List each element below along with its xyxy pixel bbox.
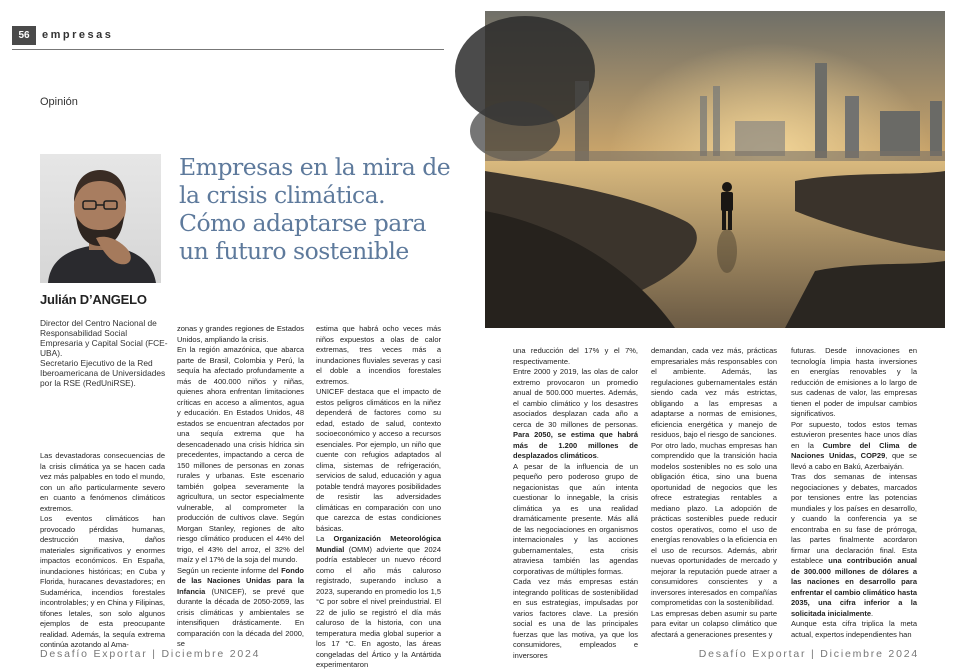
article-text: una reducción del 17% y el 7%, respectivamente. Entre 2000 y 2019, las olas de calor extremo provocaron un promedio anual de 500.000 muertes. Además, el cambio climático y los desastres asociados desplazan cada año a cerca de 30 millones de personas. [513, 346, 638, 429]
article-text: . A pesar de la influencia de un pequeño pero poderoso grupo de negacionistas que aún intenta cuestionar lo innegable, la crisis climática ya es una realidad dramáticamente presente. Más allá de las negociaciones en organismos internacionales y las acciones gubernamentales, esta crisis atraviesa también las agendas corporativas de múltiples formas. Cada vez más empresas están integrando políticas de sostenibilidad en sus estrategias, impulsadas por varios factores clave. La presión social es una de las principales fuerzas que las motiva, ya que los consumidores, empleados e inversores [513, 451, 638, 660]
page-number: 56 [12, 26, 36, 45]
article-column-1: Las devastadoras consecuencias de la crisis climática ya se hacen cada vez más palpables en todo el mundo, con un año particularmente severo en cuanto a fenómenos climáticos extremos. Los eventos climáticos han provocado pérdidas humanas, destrucción masiva, daños materiales significativos y enormes impactos económicos. En España, inundaciones históricas; en Cuba y Florida, huracanes devastadores; en Sudamérica, incendios forestales incontrolables; y en China y Filipinas, tifones letales, son solo algunos ejemplos de esta preocupante realidad. Además, la sequía extrema continúa azotando al Ama- [40, 451, 165, 649]
article-column-6 [791, 346, 918, 639]
article-text: (UNICEF), se prevé que durante la década de 2050-2059, las crisis climáticas y ambientales se intensifiquen drásticamente. En comparación con la década del 2000, se [177, 586, 304, 648]
article-highlight: una contribución anual de 300.000 millones de dólares a las naciones en desarrollo para enfrentar el cambio climático hasta 2035, una cifra inferior a la solicitada inicialmente [791, 556, 917, 618]
author-bio-line: Secretario Ejecutivo de la Red Iberoamericana de Universidades por la RSE (RedUniRSE). [40, 358, 166, 388]
header-divider [12, 49, 444, 50]
article-highlight: Organización Meteorológica Mundial [316, 534, 441, 554]
author-bio-line: Director del Centro Nacional de Responsabilidad Social Empresaria y Capital Social (FCE-UBA). [40, 318, 168, 358]
footer-left: Desafío Exportar | Diciembre 2024 [40, 648, 261, 660]
article-column-5: demandan, cada vez más, prácticas empresariales más responsables con el ambiente. Además, las regulaciones gubernamentales están siendo cada vez más estrictas, obligando a las empresas a adaptarse a normas de emisiones, eficiencia energética y manejo de residuos, bajo el riesgo de sanciones. Por otro lado, muchas empresas han comprendido que la transición hacia modelos sostenibles no es solo una obligación ética, sino una buena oportunidad de negocios que les ofrece estrategias rentables a mediano plazo. La adopción de prácticas sostenibles puede reducir costos operativos, como el uso de energías renovables o la eficiencia en el uso de recursos. Además, abrir nuevas oportunidades de mercado y mejorar la reputación puede atraer a consumidores conscientes y a inversores interesados en compañías comprometidas con la sostenibilidad. Las empresas deben asumir su parte para evitar un colapso climático que afectará a generaciones presentes y [651, 346, 777, 639]
article-highlight: Fondo de las Naciones Unidas para la Infancia [177, 565, 304, 596]
article-column-4 [513, 346, 638, 660]
kicker-label: Opinión [40, 96, 78, 108]
article-text: estima que habrá ocho veces más niños expuestos a olas de calor extremas, tres veces más a inundaciones fluviales severas y casi el doble a incendios forestales extremos. UNICEF destaca que el impacto de estos peligros climáticos en la niñez dependerá de factores como su edad, estado de salud, contexto socioeconómico y acceso a recursos esenciales. Por ejemplo, un niño que cuente con refugios adaptados al clima, sistemas de refrigeración, servicios de salud, educación y agua potable tendrá mayores posibilidades de resistir las adversidades climáticas en comparación con uno que carezca de estas condiciones básicas. La [316, 324, 441, 543]
article-title: Empresas en la mira de la crisis climática. Cómo adaptarse para un futuro sostenible [179, 153, 451, 265]
article-column-2 [177, 324, 304, 648]
section-label: empresas [42, 29, 114, 41]
article-highlight: Cumbre del Clima de Naciones Unidas, COP29 [791, 440, 917, 460]
author-photo [40, 154, 161, 283]
hero-image-polluted-landscape [485, 11, 945, 328]
article-column-3 [316, 324, 441, 669]
author-name: Julián D’ANGELO [40, 292, 147, 307]
article-text: zonas y grandes regiones de Estados Unidos, ampliando la crisis. En la región amazónica, que abarca parte de Brasil, Colombia y Perú, la sequía ha afectado profundamente a más de 400.000 niños y niñas, quienes ahora enfrentan limitaciones críticas en acceso a alimentos, agua y educación. En Estados Unidos, 48 estados se encuentran afectados por una sequía extrema que ha desencadenado una crisis hídrica sin precedentes, impactando a cerca de 150 millones de personas en zonas rurales y urbanas. Este escenario también golpea severamente la agricultura, un sector especialmente vulnerable, al comprometer la producción de cultivos clave. Según Morgan Stanley, regiones de alto riesgo climático producen el 44% del trigo, el 43% del arroz, el 32% del maíz y el 17% de la soja del mundo. Según un reciente informe del [177, 324, 304, 575]
article-text: (OMM) advierte que 2024 podría establecer un nuevo récord como el año más caluroso registrado, superando incluso a 2023, superando en promedio los 1,5 °C por sobre el nivel preindustrial. El 22 de julio se registró el día más caluroso de la historia, con una temperatura media global superior a los 17 °C. En agosto, las áreas congeladas del Ártico y la Antártida experimentaron [316, 544, 441, 669]
author-bio [40, 318, 168, 388]
article-text: futuras. Desde innovaciones en tecnología limpia hasta inversiones en energías renovables y la reducción de emisiones a lo largo de sus cadenas de valor, las empresas tienen el poder de impulsar cambios significativos. Por supuesto, todos estos temas estuvieron presentes hace unos días en la [791, 346, 917, 450]
article-text: , que se llevó a cabo en Bakú, Azerbaiyán. Tras dos semanas de intensas negociaciones y debates, marcados por tensiones entre las potencias mundiales y los países en desarrollo, y cuando la conferencia ya se encontraba en su fase de prórroga, las partes finalmente acordaron firmar una declaración final. Esta establece [791, 451, 918, 565]
article-highlight: Para 2050, se estima que habrá más de 1.200 millones de desplazados climáticos [513, 430, 638, 460]
article-text: . Aunque esta cifra triplica la meta actual, expertos independientes han [791, 608, 917, 639]
footer-right: Desafío Exportar | Diciembre 2024 [698, 648, 919, 660]
